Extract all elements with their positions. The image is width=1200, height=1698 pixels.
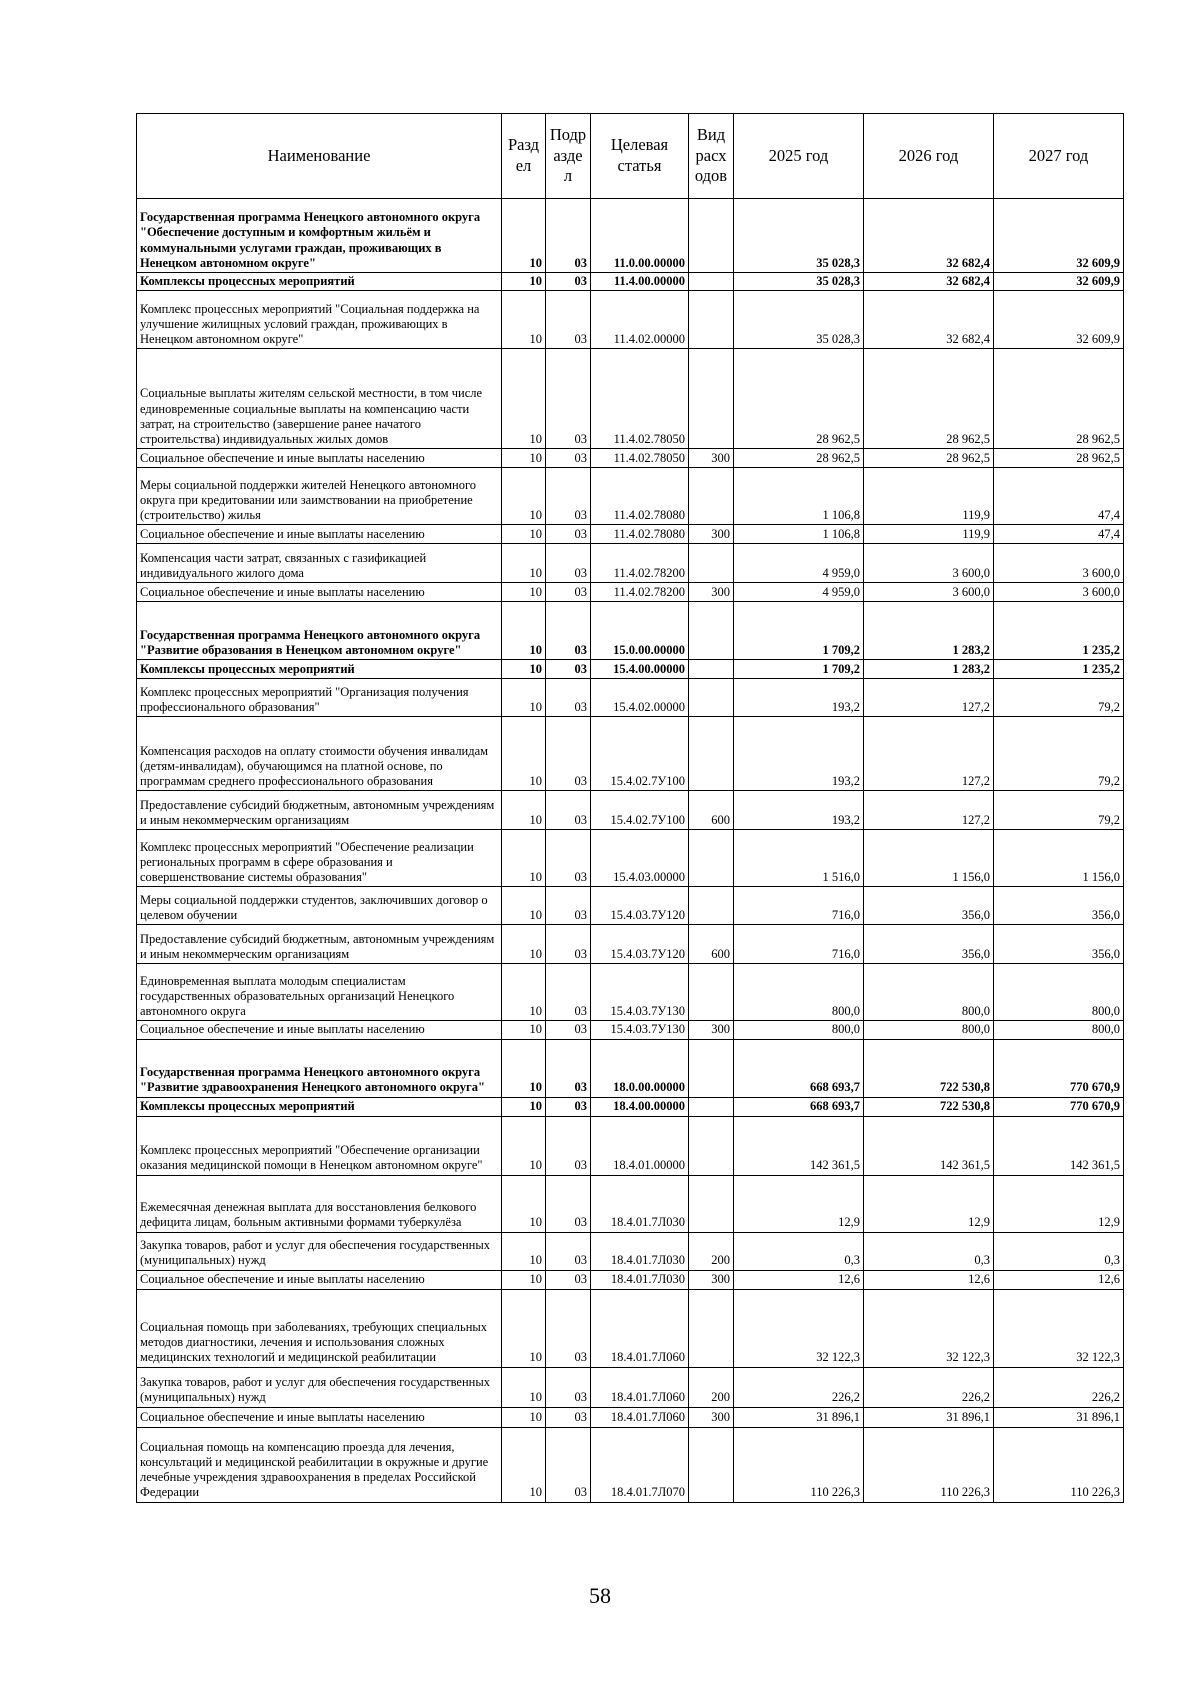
row-section: 10 [502,449,546,468]
row-value-2026: 12,6 [864,1270,994,1289]
row-value-2027: 32 609,9 [994,273,1124,291]
row-expense-type [689,964,734,1021]
row-value-2027: 356,0 [994,925,1124,964]
row-value-2026: 1 283,2 [864,602,994,660]
row-name: Закупка товаров, работ и услуг для обеспечения государственных (муниципальных) нужд [137,1367,502,1407]
row-section: 10 [502,544,546,583]
row-subsection: 03 [546,199,591,273]
row-value-2026: 127,2 [864,791,994,830]
row-subsection: 03 [546,925,591,964]
row-target-article: 18.4.00.00000 [591,1097,689,1116]
row-expense-type [689,544,734,583]
row-value-2027: 79,2 [994,791,1124,830]
row-value-2027: 47,4 [994,468,1124,525]
header-subsection: Подр азде л [546,114,591,199]
row-section: 10 [502,1367,546,1407]
row-target-article: 15.0.00.00000 [591,602,689,660]
row-expense-type [689,349,734,449]
row-expense-type [689,717,734,791]
row-value-2027: 12,6 [994,1270,1124,1289]
header-target-article: Целевая статья [591,114,689,199]
row-subsection: 03 [546,1367,591,1407]
row-value-2025: 1 709,2 [734,602,864,660]
row-value-2026: 226,2 [864,1367,994,1407]
row-section: 10 [502,1427,546,1502]
row-value-2026: 28 962,5 [864,349,994,449]
row-name: Социальная помощь при заболеваниях, требующих специальных методов диагностики, лечения и использования сложных медицинских технологий и медицинской реабилитации [137,1289,502,1367]
table-row [137,449,1124,468]
table-row [137,583,1124,602]
row-expense-type [689,1427,734,1502]
row-expense-type [689,1116,734,1175]
row-expense-type: 300 [689,1021,734,1039]
row-subsection: 03 [546,1270,591,1289]
row-subsection: 03 [546,291,591,349]
row-subsection: 03 [546,964,591,1021]
row-name: Компенсация расходов на оплату стоимости обучения инвалидам (детям-инвалидам), обучающимся на платной основе, по программам среднего профессионального образования [137,717,502,791]
row-subsection: 03 [546,602,591,660]
row-subsection: 03 [546,1116,591,1175]
row-expense-type [689,1097,734,1116]
header-2026: 2026 год [864,114,994,199]
row-target-article: 15.4.03.7У120 [591,887,689,925]
header-expense-type: Вид расх одов [689,114,734,199]
row-expense-type: 200 [689,1232,734,1270]
row-value-2026: 3 600,0 [864,544,994,583]
row-target-article: 18.4.01.7Л060 [591,1407,689,1427]
row-value-2025: 800,0 [734,1021,864,1039]
row-section: 10 [502,525,546,544]
row-target-article: 18.4.01.7Л070 [591,1427,689,1502]
table-row [137,1175,1124,1232]
row-expense-type [689,830,734,887]
table-row [137,544,1124,583]
row-expense-type [689,468,734,525]
row-value-2026: 0,3 [864,1232,994,1270]
row-value-2025: 1 709,2 [734,660,864,679]
table-row [137,1021,1124,1039]
row-expense-type: 600 [689,791,734,830]
row-value-2027: 110 226,3 [994,1427,1124,1502]
row-section: 10 [502,925,546,964]
table-row [137,1407,1124,1427]
row-expense-type [689,1289,734,1367]
row-value-2027: 32 122,3 [994,1289,1124,1367]
row-value-2025: 193,2 [734,679,864,717]
row-value-2027: 79,2 [994,679,1124,717]
row-name: Закупка товаров, работ и услуг для обеспечения государственных (муниципальных) нужд [137,1232,502,1270]
row-section: 10 [502,830,546,887]
row-value-2025: 1 106,8 [734,468,864,525]
row-value-2027: 770 670,9 [994,1097,1124,1116]
row-value-2026: 119,9 [864,525,994,544]
row-subsection: 03 [546,273,591,291]
row-target-article: 11.4.00.00000 [591,273,689,291]
row-value-2026: 722 530,8 [864,1097,994,1116]
row-subsection: 03 [546,1407,591,1427]
row-target-article: 15.4.02.7У100 [591,717,689,791]
row-expense-type: 200 [689,1367,734,1407]
table-row [137,791,1124,830]
row-section: 10 [502,887,546,925]
row-value-2026: 32 122,3 [864,1289,994,1367]
row-subsection: 03 [546,1427,591,1502]
row-name: Предоставление субсидий бюджетным, автономным учреждениям и иным некоммерческим организациям [137,791,502,830]
row-section: 10 [502,291,546,349]
row-name: Социальное обеспечение и иные выплаты населению [137,525,502,544]
row-section: 10 [502,583,546,602]
row-value-2025: 31 896,1 [734,1407,864,1427]
row-subsection: 03 [546,791,591,830]
row-section: 10 [502,199,546,273]
row-target-article: 15.4.03.7У130 [591,964,689,1021]
row-name: Социальное обеспечение и иные выплаты населению [137,583,502,602]
row-target-article: 15.4.02.7У100 [591,791,689,830]
row-value-2025: 716,0 [734,925,864,964]
row-name: Комплекс процессных мероприятий "Обеспечение реализации региональных программ в сфере образования и совершенствование системы образования" [137,830,502,887]
row-expense-type: 300 [689,1270,734,1289]
row-value-2025: 35 028,3 [734,199,864,273]
row-value-2025: 668 693,7 [734,1097,864,1116]
row-value-2026: 127,2 [864,679,994,717]
row-subsection: 03 [546,449,591,468]
row-value-2025: 35 028,3 [734,273,864,291]
row-expense-type [689,679,734,717]
row-target-article: 15.4.03.7У120 [591,925,689,964]
row-value-2027: 226,2 [994,1367,1124,1407]
row-section: 10 [502,1039,546,1097]
row-target-article: 18.0.00.00000 [591,1039,689,1097]
row-target-article: 11.4.02.78080 [591,468,689,525]
table-row [137,1039,1124,1097]
row-value-2025: 193,2 [734,791,864,830]
header-row [137,114,1124,199]
row-value-2027: 142 361,5 [994,1116,1124,1175]
row-expense-type: 300 [689,583,734,602]
row-value-2026: 800,0 [864,1021,994,1039]
row-section: 10 [502,1116,546,1175]
row-name: Комплекс процессных мероприятий "Организация получения профессионального образования" [137,679,502,717]
row-subsection: 03 [546,1021,591,1039]
row-value-2027: 1 235,2 [994,660,1124,679]
row-value-2027: 3 600,0 [994,544,1124,583]
row-subsection: 03 [546,525,591,544]
row-value-2025: 226,2 [734,1367,864,1407]
row-section: 10 [502,1175,546,1232]
row-section: 10 [502,1289,546,1367]
row-value-2026: 32 682,4 [864,291,994,349]
row-section: 10 [502,679,546,717]
row-section: 10 [502,1407,546,1427]
row-subsection: 03 [546,1232,591,1270]
row-value-2025: 28 962,5 [734,449,864,468]
row-value-2025: 1 516,0 [734,830,864,887]
row-value-2026: 127,2 [864,717,994,791]
header-2027: 2027 год [994,114,1124,199]
table-row [137,199,1124,273]
row-name: Социальная помощь на компенсацию проезда для лечения, консультаций и медицинской реабилитации в окружные и другие лечебные учреждения здравоохранения в пределах Российской Федерации [137,1427,502,1502]
row-expense-type: 300 [689,525,734,544]
row-name: Социальное обеспечение и иные выплаты населению [137,1021,502,1039]
row-name: Ежемесячная денежная выплата для восстановления белкового дефицита лицам, больным активными формами туберкулёза [137,1175,502,1232]
page-number: 58 [589,1583,611,1608]
row-target-article: 15.4.03.7У130 [591,1021,689,1039]
row-expense-type: 300 [689,449,734,468]
row-name: Социальное обеспечение и иные выплаты населению [137,1270,502,1289]
header-name: Наименование [137,114,502,199]
row-subsection: 03 [546,1289,591,1367]
row-expense-type [689,199,734,273]
row-value-2026: 32 682,4 [864,273,994,291]
table-row [137,717,1124,791]
row-value-2027: 800,0 [994,964,1124,1021]
row-value-2026: 110 226,3 [864,1427,994,1502]
row-target-article: 11.4.02.78200 [591,583,689,602]
row-section: 10 [502,964,546,1021]
row-target-article: 18.4.01.7Л060 [591,1289,689,1367]
row-value-2025: 32 122,3 [734,1289,864,1367]
row-target-article: 11.4.02.78050 [591,449,689,468]
row-subsection: 03 [546,887,591,925]
row-subsection: 03 [546,583,591,602]
row-name: Комплексы процессных мероприятий [137,1097,502,1116]
table-row [137,660,1124,679]
table-row [137,1367,1124,1407]
row-value-2026: 28 962,5 [864,449,994,468]
header-2025: 2025 год [734,114,864,199]
row-value-2027: 1 156,0 [994,830,1124,887]
row-subsection: 03 [546,717,591,791]
row-section: 10 [502,1232,546,1270]
row-name: Меры социальной поддержки студентов, заключивших договор о целевом обучении [137,887,502,925]
row-subsection: 03 [546,349,591,449]
row-name: Комплексы процессных мероприятий [137,273,502,291]
row-value-2027: 28 962,5 [994,349,1124,449]
row-subsection: 03 [546,1039,591,1097]
row-expense-type [689,660,734,679]
table-row [137,525,1124,544]
table-row [137,273,1124,291]
row-target-article: 15.4.02.00000 [591,679,689,717]
row-section: 10 [502,1270,546,1289]
budget-table [136,113,1124,1503]
table-row [137,1427,1124,1502]
row-value-2025: 193,2 [734,717,864,791]
table-row [137,291,1124,349]
row-value-2027: 770 670,9 [994,1039,1124,1097]
row-value-2026: 722 530,8 [864,1039,994,1097]
row-subsection: 03 [546,830,591,887]
row-value-2025: 28 962,5 [734,349,864,449]
row-value-2025: 716,0 [734,887,864,925]
row-expense-type: 300 [689,1407,734,1427]
row-name: Комплекс процессных мероприятий "Социальная поддержка на улучшение жилищных условий граждан, проживающих в Ненецком автономном округе" [137,291,502,349]
table-row [137,964,1124,1021]
row-target-article: 11.0.00.00000 [591,199,689,273]
row-expense-type [689,291,734,349]
row-section: 10 [502,602,546,660]
row-section: 10 [502,791,546,830]
row-value-2025: 4 959,0 [734,544,864,583]
row-name: Социальное обеспечение и иные выплаты населению [137,449,502,468]
row-value-2027: 800,0 [994,1021,1124,1039]
row-section: 10 [502,1097,546,1116]
row-target-article: 18.4.01.7Л060 [591,1367,689,1407]
table-row [137,1289,1124,1367]
row-target-article: 11.4.02.78080 [591,525,689,544]
row-value-2025: 668 693,7 [734,1039,864,1097]
row-value-2026: 356,0 [864,925,994,964]
row-section: 10 [502,660,546,679]
row-expense-type [689,602,734,660]
table-row [137,1232,1124,1270]
table-row [137,830,1124,887]
header-section: Разд ел [502,114,546,199]
row-value-2025: 0,3 [734,1232,864,1270]
row-value-2026: 12,9 [864,1175,994,1232]
row-value-2027: 1 235,2 [994,602,1124,660]
row-value-2026: 142 361,5 [864,1116,994,1175]
row-target-article: 18.4.01.7Л030 [591,1270,689,1289]
row-value-2027: 47,4 [994,525,1124,544]
row-subsection: 03 [546,1097,591,1116]
row-target-article: 15.4.03.00000 [591,830,689,887]
row-target-article: 18.4.01.7Л030 [591,1175,689,1232]
row-section: 10 [502,1021,546,1039]
row-expense-type [689,887,734,925]
row-expense-type [689,1175,734,1232]
row-value-2027: 28 962,5 [994,449,1124,468]
row-value-2025: 800,0 [734,964,864,1021]
row-target-article: 15.4.00.00000 [591,660,689,679]
table-row [137,925,1124,964]
row-value-2025: 110 226,3 [734,1427,864,1502]
row-target-article: 11.4.02.00000 [591,291,689,349]
row-section: 10 [502,349,546,449]
row-name: Комплекс процессных мероприятий "Обеспечение организации оказания медицинской помощи в Ненецком автономном округе" [137,1116,502,1175]
table-row [137,1116,1124,1175]
row-value-2027: 3 600,0 [994,583,1124,602]
row-name: Комплексы процессных мероприятий [137,660,502,679]
row-name: Предоставление субсидий бюджетным, автономным учреждениям и иным некоммерческим организациям [137,925,502,964]
row-value-2027: 32 609,9 [994,291,1124,349]
row-section: 10 [502,273,546,291]
row-value-2025: 1 106,8 [734,525,864,544]
row-name: Компенсация части затрат, связанных с газификацией индивидуального жилого дома [137,544,502,583]
row-name: Государственная программа Ненецкого автономного округа "Развитие образования в Ненецком автономном округе" [137,602,502,660]
row-value-2025: 4 959,0 [734,583,864,602]
row-target-article: 18.4.01.7Л030 [591,1232,689,1270]
table-row [137,349,1124,449]
row-value-2026: 1 156,0 [864,830,994,887]
table-row [137,679,1124,717]
row-name: Социальные выплаты жителям сельской местности, в том числе единовременные социальные выплаты на компенсацию части затрат, на строительство (завершение ранее начатого строительства) индивидуальных жилых домов [137,349,502,449]
row-value-2027: 356,0 [994,887,1124,925]
row-name: Единовременная выплата молодым специалистам государственных образовательных организаций Ненецкого автономного округа [137,964,502,1021]
row-value-2027: 31 896,1 [994,1407,1124,1427]
row-target-article: 18.4.01.00000 [591,1116,689,1175]
row-name: Государственная программа Ненецкого автономного округа "Развитие здравоохранения Ненецкого автономного округа" [137,1039,502,1097]
row-subsection: 03 [546,468,591,525]
row-value-2025: 12,6 [734,1270,864,1289]
table-row [137,1097,1124,1116]
row-name: Социальное обеспечение и иные выплаты населению [137,1407,502,1427]
row-value-2027: 32 609,9 [994,199,1124,273]
row-section: 10 [502,717,546,791]
row-subsection: 03 [546,660,591,679]
row-value-2027: 79,2 [994,717,1124,791]
row-name: Меры социальной поддержки жителей Ненецкого автономного округа при кредитовании или заимствовании на приобретение (строительство) жилья [137,468,502,525]
row-name: Государственная программа Ненецкого автономного округа "Обеспечение доступным и комфортным жильём и коммунальными услугами граждан, проживающих в Ненецком автономном округе" [137,199,502,273]
row-target-article: 11.4.02.78050 [591,349,689,449]
row-value-2026: 32 682,4 [864,199,994,273]
row-value-2026: 800,0 [864,964,994,1021]
table-row [137,887,1124,925]
row-value-2026: 3 600,0 [864,583,994,602]
row-value-2025: 35 028,3 [734,291,864,349]
row-section: 10 [502,468,546,525]
row-expense-type [689,273,734,291]
row-subsection: 03 [546,544,591,583]
row-subsection: 03 [546,1175,591,1232]
row-value-2025: 142 361,5 [734,1116,864,1175]
row-subsection: 03 [546,679,591,717]
row-value-2027: 0,3 [994,1232,1124,1270]
row-value-2026: 356,0 [864,887,994,925]
table-row [137,602,1124,660]
table-row [137,468,1124,525]
row-value-2026: 119,9 [864,468,994,525]
row-value-2026: 1 283,2 [864,660,994,679]
row-value-2025: 12,9 [734,1175,864,1232]
table-row [137,1270,1124,1289]
row-target-article: 11.4.02.78200 [591,544,689,583]
row-expense-type: 600 [689,925,734,964]
row-value-2027: 12,9 [994,1175,1124,1232]
row-expense-type [689,1039,734,1097]
row-value-2026: 31 896,1 [864,1407,994,1427]
